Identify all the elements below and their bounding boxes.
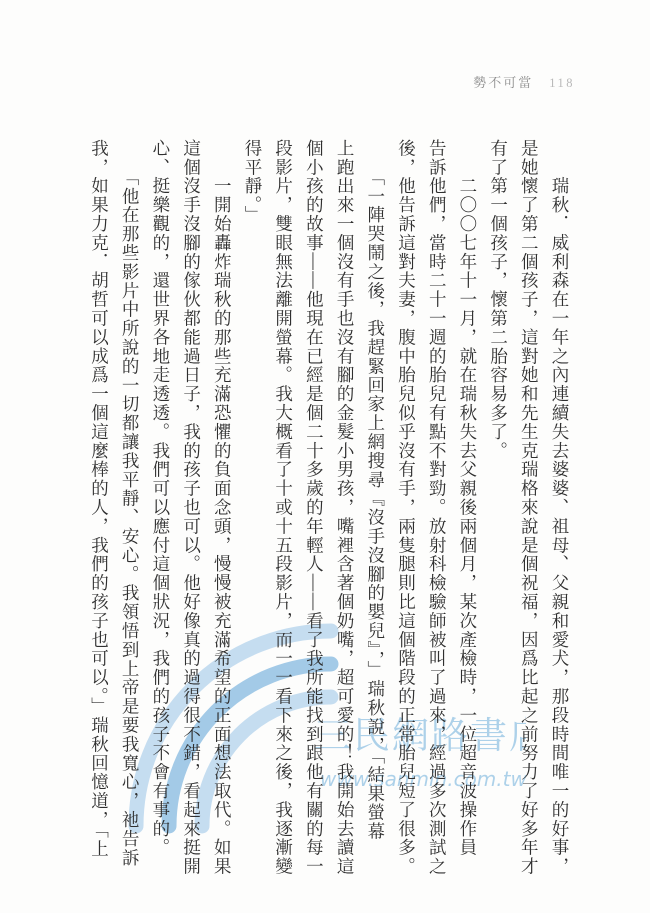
text-column: 「他在那些影片中所說的一切都讓我平靜、安心。我領悟到上帝是要我寬心，祂告訴 [120,139,141,868]
text-column: 「一陣哭鬧之後，我趕緊回家上網搜尋『沒手沒腳的嬰兒』，」瑞秋說，「結果螢幕 [365,139,386,842]
paragraph [237,139,391,880]
text-column: 一開始轟炸瑞秋的那些充滿恐懼的負面念頭，慢慢被充滿希望的正面想法取代。如果 [212,139,233,877]
running-head [473,72,575,91]
text-column: 瑞秋．威利森在一年之內連續失去婆婆、祖母、父親和愛犬，那段時間唯一的好事， [550,139,570,877]
text-column: 有了第一個孩子，懷第二胎容易多了。 [488,139,509,461]
text-column: 我，如果力克．胡哲可以成爲一個這麼棒的人，我們的孩子也可以。」瑞秋回憶道，「上 [89,139,110,859]
paragraph [391,139,483,880]
text-column: 告訴他們，當時二十一週的胎兒有點不對勁。放射科檢驗師被叫了過來，經過多次測試之 [427,139,448,877]
text-block [84,139,575,880]
text-column: 是她懷了第二個孩子，這對她和先生克瑞格來說是個祝福，因爲比起之前努力了好多年才 [519,139,540,877]
text-column: 個小孩的故事——他現在已經是個二十多歲的年輕人——看了我所能找到跟他有關的每一 [304,139,325,877]
page-number: 118 [549,76,575,90]
text-column: 二〇〇七年十一月，就在瑞秋失去父親後兩個月，某次產檢時，一位超音波操作員 [457,139,478,858]
paragraph [84,139,145,880]
watermark-store-url: www.sanmin.com.tw [320,767,526,791]
text-column: 這個沒手沒腳的傢伙都能過日子，我的孩子也可以。他好像真的過得很不錯，看起來挺開 [181,139,202,877]
paragraph [483,139,575,880]
text-column: 心、挺樂觀的，還世界各地走透透。我們可以應付這個狀況，我們的孩子不會有事的。 [150,139,171,858]
text-column: 段影片，雙眼無法離開螢幕。我大概看了十或十五段影片，而一一看下來之後，我逐漸變 [273,139,294,877]
text-column: 後，他告訴這對夫妻，腹中胎兒似乎沒有手，兩隻腿則比這個階段的正常胎兒短了很多。 [396,139,417,877]
text-column: 得平靜。」 [242,139,263,225]
text-column: 上跑出來一個沒有手也沒有腳的金髮小男孩，嘴裡含著個奶嘴，超可愛的！我開始去讀這 [335,139,356,877]
running-title: 勢不可當 [473,75,534,90]
watermark-store-name: 三民網路書店 [314,716,526,757]
paragraph [145,139,237,880]
